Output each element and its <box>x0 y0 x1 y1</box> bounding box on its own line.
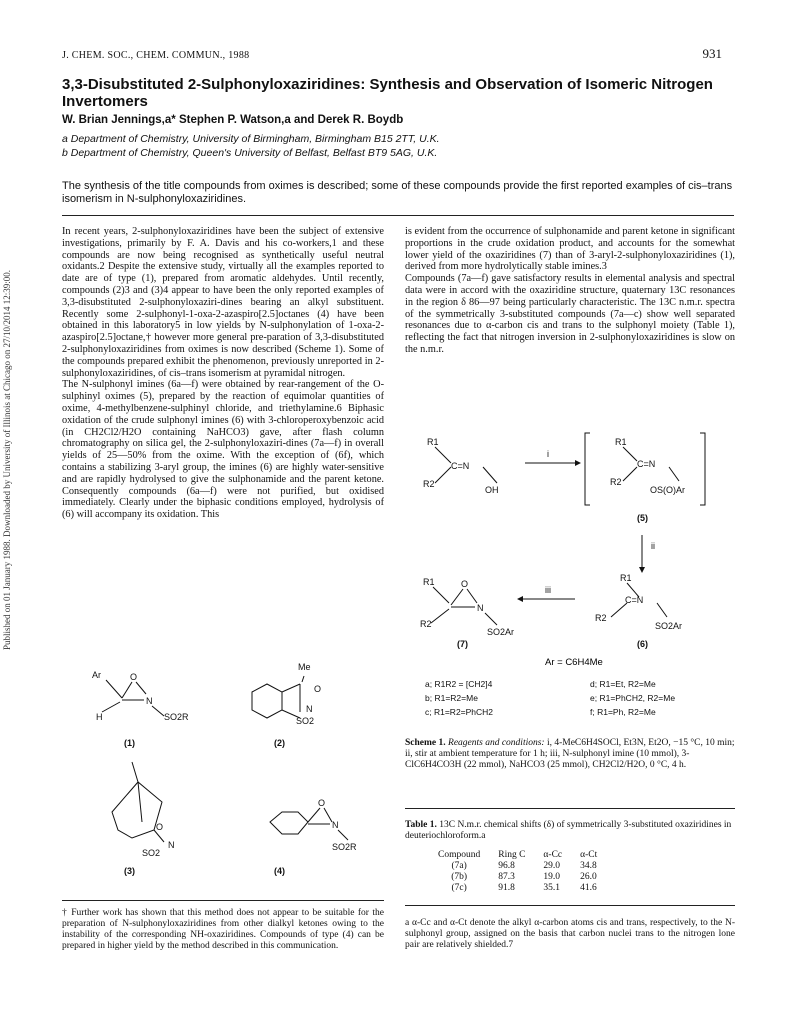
scheme-caption-body: i, 4-MeC6H4SOCl, Et3N, Et2O, −15 °C, 10 min; ii, stir at ambient temperature for 1 h; iii, N-sulphonyl imine (10 mmol), 3-ClC6H4CO3H (22 mmol), NaHCO3 (25 mmol), CH2Cl2/H2O, 0 °C, 4 h. <box>405 738 735 770</box>
s2-me: Me <box>298 662 311 672</box>
oxime-cn: C=N <box>451 461 470 471</box>
so2ar-label-6: SO2Ar <box>655 621 683 631</box>
table-cell: 96.8 <box>498 861 515 871</box>
r2-label-7: R2 <box>420 619 432 629</box>
label-6: (6) <box>637 639 648 649</box>
table-row <box>438 872 615 883</box>
substituent-b: b; R1=R2=Me <box>425 693 478 703</box>
table1-header-acc: α-Cc <box>543 850 563 860</box>
substituent-d: d; R1=Et, R2=Me <box>590 679 656 689</box>
r1-label-7: R1 <box>423 577 435 587</box>
r1-label: R1 <box>427 437 439 447</box>
table-bottom-rule <box>405 905 735 906</box>
affiliation-b: b Department of Chemistry, Queen's University of Belfast, Belfast BT9 5AG, U.K. <box>62 147 438 159</box>
so2ar-label-7: SO2Ar <box>487 627 515 637</box>
s1-o: O <box>130 672 138 682</box>
page-number: 931 <box>702 46 722 61</box>
table-row <box>438 883 615 894</box>
substituent-a: a; R1R2 = [CH2]4 <box>425 679 493 689</box>
table-cell: 41.6 <box>580 883 597 893</box>
s3-so2: SO2 <box>142 848 161 858</box>
article-title: 3,3-Disubstituted 2-Sulphonyloxaziridines: Synthesis and Observation of Isomeric Nitrogen Invertomers <box>62 76 713 110</box>
table1-header-act: α-Ct <box>580 850 598 860</box>
step-ii: ii <box>651 541 655 551</box>
osoar-label: OS(O)Ar <box>650 485 685 495</box>
s2-number: (2) <box>274 738 285 748</box>
s2-n: N <box>306 704 313 714</box>
s1-ar: Ar <box>92 670 101 680</box>
ar-definition: Ar = C6H4Me <box>545 657 603 668</box>
label-7: (7) <box>457 639 468 649</box>
download-stamp-text: Published on 01 January 1988. Downloaded by University of Illinois at Chicago on 27/10/2014 12:39:00. <box>2 270 12 650</box>
journal-header: J. CHEM. SOC., CHEM. COMMUN., 1988 <box>62 50 250 61</box>
table-cell: 87.3 <box>498 872 515 882</box>
oxaziridine-o: O <box>461 579 469 589</box>
scheme-caption <box>405 738 735 771</box>
s3-number: (3) <box>124 866 135 876</box>
oh-label: OH <box>485 485 499 495</box>
substituent-c: c; R1=R2=PhCH2 <box>425 707 494 717</box>
download-stamp <box>2 180 16 650</box>
table1-caption <box>405 820 735 842</box>
s2-so2: SO2 <box>296 716 315 726</box>
structures-1-4 <box>62 662 382 892</box>
s3-n: N <box>168 840 175 850</box>
s1-so2r: SO2R <box>164 712 189 722</box>
r1-label-6: R1 <box>620 573 632 583</box>
abstract-rule <box>62 215 734 216</box>
table1-caption-text: 13C N.m.r. chemical shifts (δ) of symmetrically 3-substituted oxaziridines in deuteriochloroform.a <box>405 820 732 841</box>
footnote: † Further work has shown that this method does not appear to be suitable for the preparation of N-sulphonyloxaziridines from other dialkyl ketones owing to the instability of the corresponding NH-oxaziridines. Compounds of type (4) can be prepared in higher yield by the method described in this communication. <box>62 908 384 951</box>
affiliation-a: a Department of Chemistry, University of Birmingham, Birmingham B15 2TT, U.K. <box>62 133 440 145</box>
s1-n: N <box>146 696 153 706</box>
footnote-rule <box>62 900 384 901</box>
s1-number: (1) <box>124 738 135 748</box>
table-cell: 19.0 <box>543 872 561 882</box>
table-cell: (7c) <box>451 883 467 893</box>
table1-header-ringc: Ring C <box>498 850 526 860</box>
substituent-f: f; R1=Ph, R2=Me <box>590 707 656 717</box>
left-column-text: In recent years, 2-sulphonyloxaziridines have been the subject of extensive investigations, primarily by F. A. Davis and his co-workers,1 and these compounds are now being recognised as synthetically useful neutral oxidants.2 Despite the extensive study, virtually all the examples reported to date are of type (1), prepared from aromatic aldehydes. Until recently, compounds (2)3 and (3)4 appear to have been the only reported examples of 3,3-disubstituted 2-sulphonyloxaziri-dines bearing an alkyl substituent. Recently some 2-sulphonyl-1-oxa-2-azaspiro[2.5]octanes (4) have been obtained in this laboratory5 in low yields by N-sulphonylation of 1-oxa-2-azaspiro[2.5]octane,† however more general pre-paration of 3,3-disubstituted 2-sulphonyloxaziridines from oximes is now described (Scheme 1). Some of the compounds prepared exhibit the phenomenon, previously unreported in 2-sulphonyloxaziridines, of cis–trans isomerism at pyramidal nitrogen. The N-sulphonyl imines (6a—f) were obtained by rear-rangement of the O-sulphinyl oximes (5), prepared by the reaction of equimolar quantities of oxime, 4-methylbenzene-sulphinyl chloride, and triethylamine.6 Biphasic oxidation of the crude sulphonyl imines (6) with 3-chloroperoxybenzoic acid (in CH2Cl2/H2O containing NaHCO3) gave, after flash column chromatography on silica gel, the 2-sulphonyloxaziri-dines (7a—f) in overall yields of 25—50% from the oxime. With the exception of (6f), which contains a stabilizing 3-aryl group, the imines (6) are highly water-sensitive and are rapidly hydrolysed to give the sulphonamide and the parent ketone. Consequently compounds (6a—f) were not purified, but oxidised immediately. Clearly under the biphasic conditions employed, hydrolysis of (6) will accompany its oxidation. This <box>62 226 384 521</box>
right-column-text: is evident from the occurrence of sulphonamide and parent ketone in significant proportions in the crude oxidation product, and accounts for the somewhat lower yield of the oxaziridines (7) than of 3-aryl-2-sulphonyloxaziridines (1), derived from more hydrolytically stable imines.3 Compounds (7a—f) gave satisfactory results in elemental analysis and spectral data were in accord with the oxaziridine structure, quaternary 13C resonances in the region δ 86—97 being particularly characteristic. The 13C n.m.r. spectra of the symmetrically 3-substituted compounds (7a—c) show well separated resonances due to α-carbon cis and trans to the sulphonyl moiety (Table 1), reflecting the fact that nitrogen inversion in 2-sulphonyloxaziridines is slow on the n.m.r. <box>405 226 735 355</box>
imine-cn-5: C=N <box>637 459 656 469</box>
s4-o: O <box>318 798 326 808</box>
r2-label: R2 <box>423 479 435 489</box>
s4-number: (4) <box>274 866 285 876</box>
table-row <box>438 861 615 872</box>
table1-header-compound: Compound <box>438 850 481 860</box>
table1-note: a α-Cc and α-Ct denote the alkyl α-carbon atoms cis and trans, respectively, to the N-sulphonyl group, assigned on the basis that carbon nuclei trans to the nitrogen lone pair are relatively shielded.7 <box>405 918 735 950</box>
imine-cn-6: C=N <box>625 595 644 605</box>
s1-h: H <box>96 712 103 722</box>
table-cell: 91.8 <box>498 883 515 893</box>
s4-so2r: SO2R <box>332 842 357 852</box>
substituent-e: e; R1=PhCH2, R2=Me <box>590 693 676 703</box>
table-cell: 29.0 <box>543 861 561 871</box>
abstract: The synthesis of the title compounds from oximes is described; some of these compounds provide the first reported examples of cis–trans isomerism in N-sulphonyloxaziridines. <box>62 180 733 205</box>
r1-label-5: R1 <box>615 437 627 447</box>
table-cell: 34.8 <box>580 861 597 871</box>
label-5: (5) <box>637 513 648 523</box>
scheme-caption-head: Scheme 1. <box>405 738 446 748</box>
step-i: i <box>547 449 549 459</box>
scheme-caption-italic: Reagents and conditions: <box>448 738 545 748</box>
s4-n: N <box>332 820 339 830</box>
s2-o: O <box>314 684 322 694</box>
table-cell: 35.1 <box>543 883 561 893</box>
r2-label-6: R2 <box>595 613 607 623</box>
r2-label-5: R2 <box>610 477 622 487</box>
table-cell: (7b) <box>451 872 468 882</box>
table1-caption-head: Table 1. <box>405 820 437 830</box>
scheme-1-diagram <box>405 425 735 725</box>
table-cell: 26.0 <box>580 872 597 882</box>
step-iii: iii <box>545 585 551 595</box>
table-top-rule <box>405 808 735 809</box>
s3-o: O <box>156 822 164 832</box>
authors: W. Brian Jennings,a* Stephen P. Watson,a and Derek R. Boydb <box>62 114 404 126</box>
oxaziridine-n: N <box>477 603 484 613</box>
table1 <box>438 850 615 894</box>
table-cell: (7a) <box>451 861 467 871</box>
